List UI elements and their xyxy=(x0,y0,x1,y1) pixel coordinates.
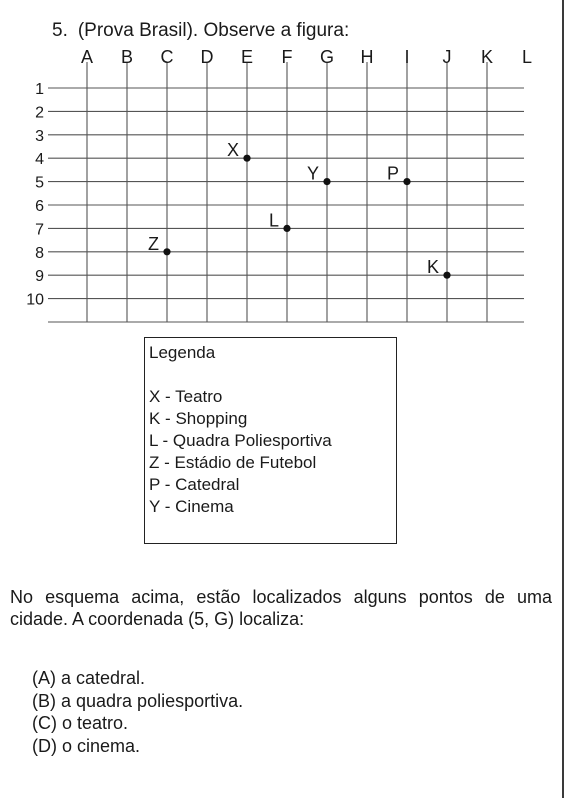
point-l-label: L xyxy=(268,210,279,231)
column-label: E xyxy=(240,47,254,67)
row-label: 7 xyxy=(35,221,44,239)
point-l-marker xyxy=(283,225,290,232)
point-z-label: Z xyxy=(148,233,159,254)
column-label: F xyxy=(281,47,293,67)
column-label: B xyxy=(120,47,134,67)
option-b[interactable]: (B) a quadra poliesportiva. xyxy=(32,690,244,711)
point-z-marker xyxy=(163,248,170,255)
legend-box xyxy=(144,337,397,544)
question-heading: (Prova Brasil). Observe a figura: xyxy=(77,20,350,41)
row-label: 6 xyxy=(35,198,44,215)
point-p-marker xyxy=(403,178,410,185)
column-label: I xyxy=(404,47,410,67)
column-label: D xyxy=(200,47,214,67)
legend-item-shopping: K - Shopping xyxy=(149,409,248,428)
column-label: H xyxy=(360,47,374,67)
legend-item-cinema: Y - Cinema xyxy=(149,497,234,516)
option-a[interactable]: (A) a catedral. xyxy=(32,668,146,688)
row-label: 5 xyxy=(35,174,44,192)
row-label: 8 xyxy=(35,244,44,262)
question-number: 5. xyxy=(52,20,68,41)
row-label: 4 xyxy=(35,151,44,169)
legend-item-catedral: P - Catedral xyxy=(149,475,240,494)
point-y-marker xyxy=(323,178,330,185)
point-y-label: Y xyxy=(306,163,319,184)
option-d[interactable]: (D) o cinema. xyxy=(32,735,141,756)
column-label: J xyxy=(442,47,452,67)
point-x-label: X xyxy=(226,140,239,161)
legend-item-quadra: L - Quadra Poliesportiva xyxy=(149,431,332,450)
column-label: K xyxy=(480,47,494,67)
column-label: G xyxy=(319,47,335,67)
point-p-label: P xyxy=(386,163,399,184)
option-c[interactable]: (C) o teatro. xyxy=(32,713,129,733)
question-title xyxy=(52,20,349,42)
row-label: 2 xyxy=(35,104,44,122)
legend-item-estadio: Z - Estádio de Futebol xyxy=(149,453,317,472)
point-k-marker xyxy=(443,272,450,279)
answer-options xyxy=(32,667,243,757)
row-label: 1 xyxy=(35,81,44,98)
coordinate-grid xyxy=(0,40,566,330)
row-label: 9 xyxy=(35,268,44,286)
legend-item-teatro: X - Teatro xyxy=(149,387,223,406)
column-label: A xyxy=(80,47,94,67)
row-label: 10 xyxy=(26,291,44,309)
legend-title: Legenda xyxy=(149,343,216,362)
question-paragraph: No esquema acima, estão localizados alguns pontos de uma cidade. A coordenada (5, G) localiza: xyxy=(10,587,552,629)
row-label: 3 xyxy=(35,127,44,145)
point-x-marker xyxy=(243,155,250,162)
column-label: L xyxy=(521,47,533,67)
column-label: C xyxy=(160,47,174,67)
point-k-label: K xyxy=(426,257,439,278)
